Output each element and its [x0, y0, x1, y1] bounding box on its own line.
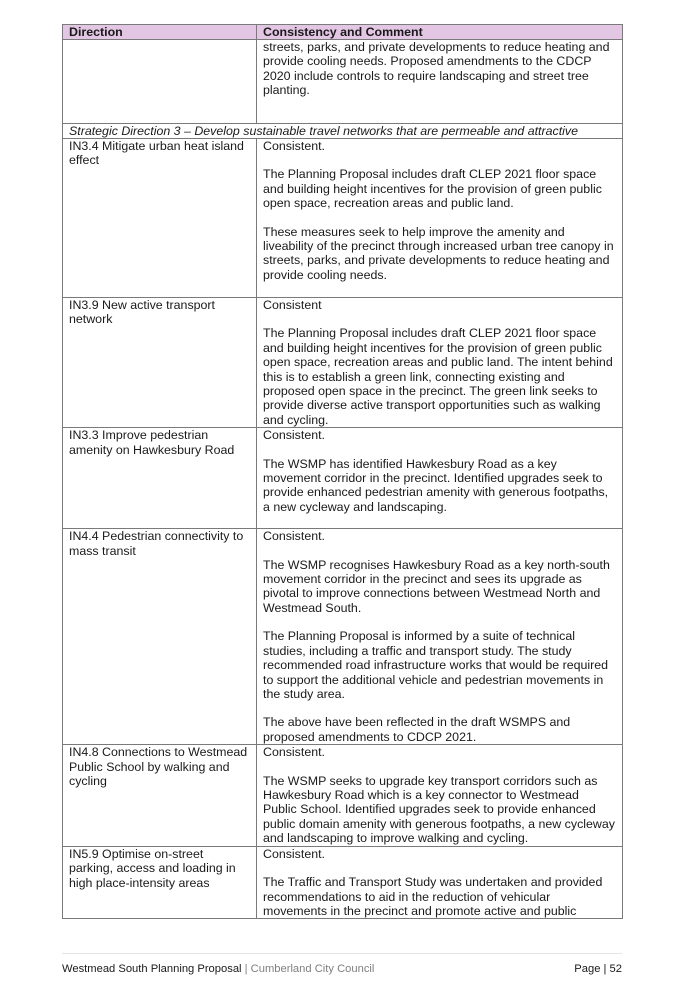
- comment-paragraph: Consistent.: [263, 529, 325, 544]
- comment-paragraph: The WSMP has identified Hawkesbury Road as a key movement corridor in the precinct. Identified upgrades seek to provide enhanced pedestrian amenity with generous footpaths, a new cycleway and landscaping.: [263, 456, 609, 514]
- comment-paragraph: streets, parks, and private developments to reduce heating and provide cooling needs. Proposed amendments to the CDCP 2020 include controls to require landscaping and street tree planting.: [263, 40, 610, 98]
- footer-separator: |: [244, 963, 248, 975]
- footer-page-number: Page | 52: [574, 963, 622, 975]
- comment-paragraph: These measures seek to help improve the amenity and liveability of the precinct through increased urban tree canopy in streets, parks, and private developments to reduce heating and provide cooling needs.: [263, 224, 614, 282]
- table-row: [63, 529, 623, 745]
- comment-paragraph: The WSMP seeks to upgrade key transport corridors such as Hawkesbury Road which is a key connector to Westmead Public School. Identified upgrades seek to provide enhanced public domain amenity with generous footpaths, a new cycleway and landscaping to improve walking and cycling.: [263, 773, 615, 846]
- comment-paragraph: Consistent: [263, 298, 322, 312]
- comment-paragraph: The above have been reflected in the draft WSMPS and proposed amendments to CDCP 2021.: [263, 715, 571, 744]
- comment-cell: [257, 529, 623, 745]
- comment-paragraph: The WSMP recognises Hawkesbury Road as a key north-south movement corridor in the precinct and sees its upgrade as pivotal to improve connections between Westmead North and Westmead South.: [263, 557, 610, 615]
- footer-divider: [62, 953, 622, 954]
- comment-paragraph: Consistent.: [263, 846, 325, 861]
- comment-cell: [257, 846, 623, 919]
- page-footer: [62, 962, 622, 976]
- direction-cell: IN5.9 Optimise on-street parking, access and loading in high place-intensity areas: [63, 846, 257, 919]
- comment-cell: [257, 40, 623, 124]
- footer-document-title: Westmead South Planning Proposal: [62, 963, 242, 975]
- strategic-direction-heading: Strategic Direction 3 – Develop sustainable travel networks that are permeable and attractive: [63, 124, 623, 139]
- footer-council-name: Cumberland City Council: [250, 963, 375, 975]
- comment-paragraph: Consistent.: [263, 139, 325, 153]
- direction-cell: IN3.4 Mitigate urban heat island effect: [63, 139, 257, 298]
- comment-cell: [257, 745, 623, 846]
- comment-paragraph: Consistent.: [263, 428, 325, 443]
- comment-paragraph: The Traffic and Transport Study was undertaken and provided recommendations to aid in the reduction of vehicular movements in the precinct and promote active and public: [263, 875, 603, 918]
- direction-cell: IN4.4 Pedestrian connectivity to mass transit: [63, 529, 257, 745]
- direction-cell: IN4.8 Connections to Westmead Public School by walking and cycling: [63, 745, 257, 846]
- comment-cell: [257, 428, 623, 529]
- table-row-continued: [63, 40, 623, 124]
- direction-cell-empty: [63, 40, 257, 124]
- header-direction: Direction: [63, 25, 257, 40]
- table-header-row: [63, 25, 623, 40]
- comment-cell: [257, 298, 623, 428]
- comment-paragraph: Consistent.: [263, 745, 325, 760]
- table-row: [63, 298, 623, 428]
- consistency-table: [62, 24, 623, 919]
- comment-paragraph: The Planning Proposal includes draft CLEP 2021 floor space and building height incentives for the provision of green public open space, recreation areas and public land.: [263, 167, 602, 211]
- comment-paragraph: The Planning Proposal is informed by a suite of technical studies, including a traffic and transport study. The study recommended road infrastructure works that would be required to support the additional vehicle and pedestrian movements in the study area.: [263, 629, 609, 701]
- comment-paragraph: The Planning Proposal includes draft CLEP 2021 floor space and building height incentives for the provision of green public open space, recreation areas and public land. The intent behind this is to establish a green link, connecting existing and proposed open space in the precinct. The green link seeks to provide diverse active transport opportunities such as walking and cycling.: [263, 326, 613, 427]
- table-row: [63, 428, 623, 529]
- comment-cell: [257, 139, 623, 298]
- direction-cell: IN3.3 Improve pedestrian amenity on Hawkesbury Road: [63, 428, 257, 529]
- strategic-direction-row: [63, 124, 623, 139]
- header-consistency-comment: Consistency and Comment: [257, 25, 623, 40]
- table-row: [63, 745, 623, 846]
- table-row: [63, 846, 623, 919]
- table-row: [63, 139, 623, 298]
- direction-cell: IN3.9 New active transport network: [63, 298, 257, 428]
